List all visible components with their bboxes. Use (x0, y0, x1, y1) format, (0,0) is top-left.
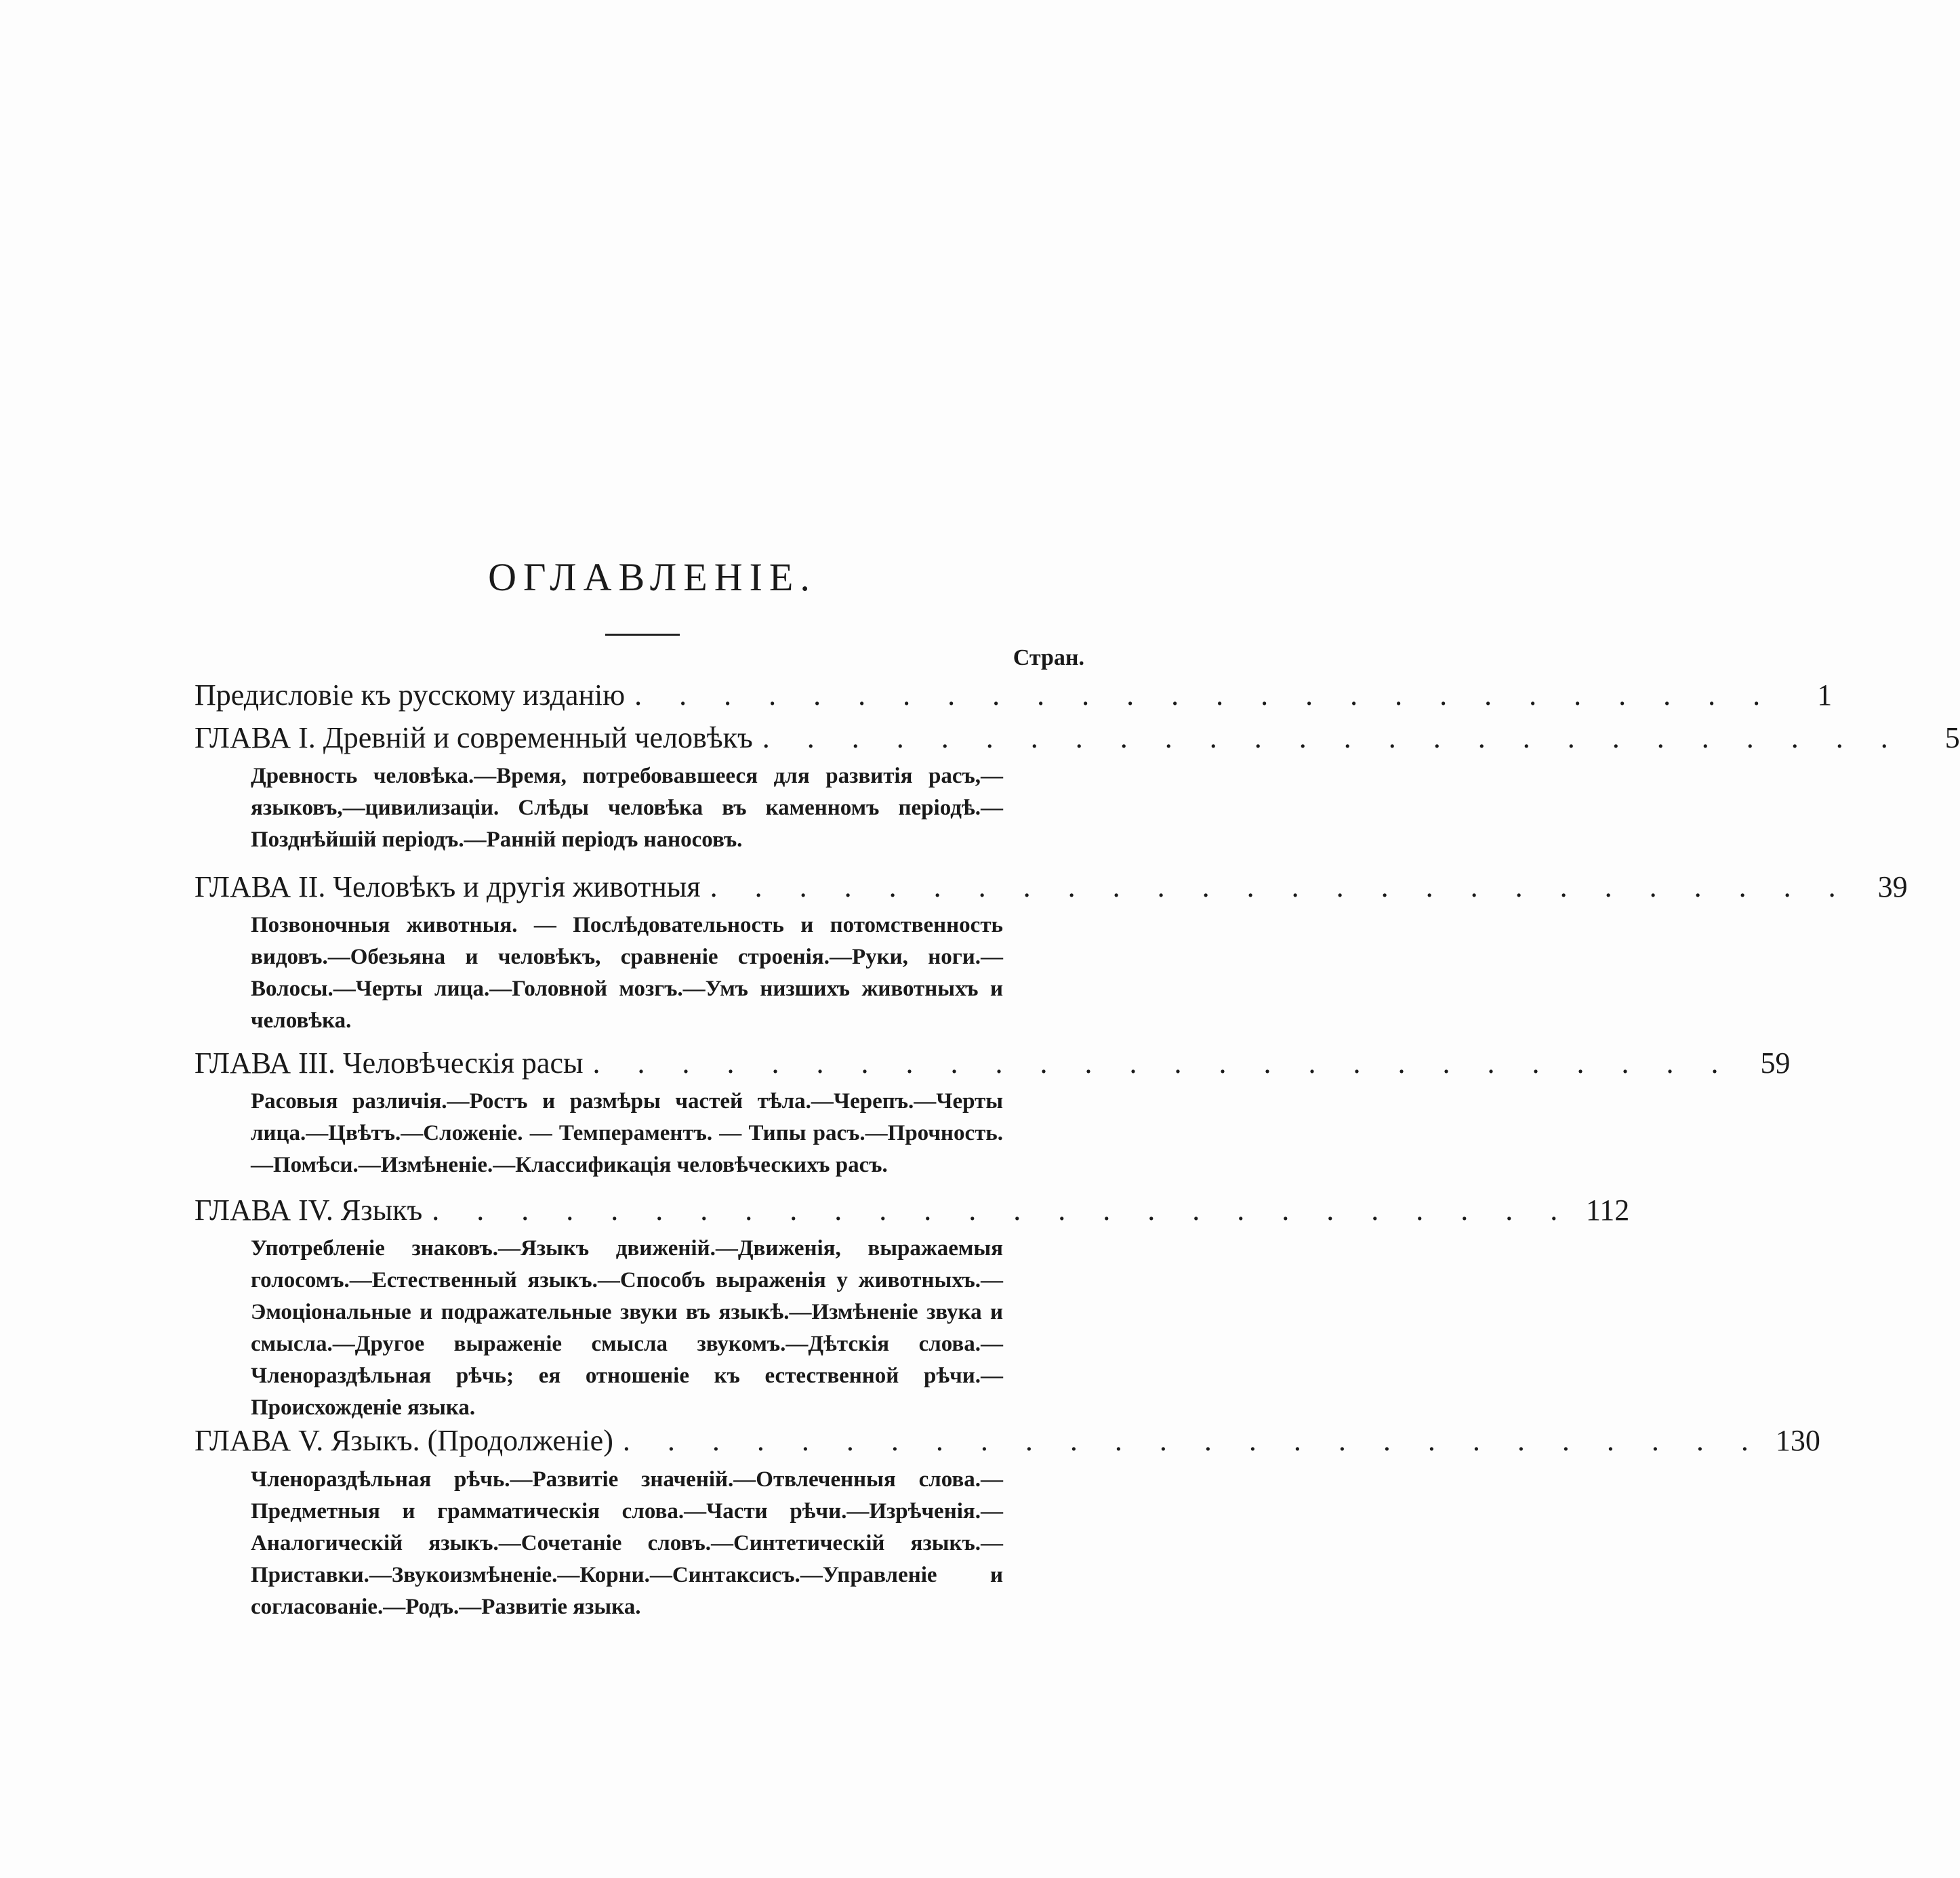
chapter-3-summary: Расовыя различія.—Ростъ и размѣры частей тѣла.—Черепъ.—Черты лица.—Цвѣтъ.—Сложеніе. — Темпераментъ. — Типы расъ.—Прочность.—Помѣси.—Измѣненіе.—Классификація человѣческихъ расъ. (251, 1089, 1003, 1177)
leader-dots: . . . . . . . . . . . . . . . . . . . . . . . . . . (762, 721, 1903, 754)
toc-entry-label: ГЛАВА V. Языкъ. (Продолженіе) (195, 1424, 613, 1457)
toc-entry-chapter-5[interactable] (195, 1423, 1820, 1458)
toc-entry-preface[interactable] (195, 678, 1833, 712)
leader-dots: . . . . . . . . . . . . . . . . . . . . . . . . . . (634, 678, 1776, 712)
leader-dots: . . . . . . . . . . . . . . . . . . . . . . . . . . (710, 870, 1851, 903)
pages-column-heading: Стран. (1013, 645, 1084, 670)
toc-entry-label: ГЛАВА I. Древній и современный человѣкъ (195, 721, 753, 754)
toc-entry-chapter-2[interactable] (195, 870, 1908, 904)
toc-entry-page: 39 (1877, 870, 1908, 903)
chapter-5-summary: Членораздѣльная рѣчь.—Развитіе значеній.—Отвлеченныя слова.—Предметныя и грамматическія слова.—Части рѣчи.—Изрѣченія.—Аналогическій языкъ.—Сочетаніе словъ.—Синтетическій языкъ.—Приставки.—Звукоизмѣненіе.—Корни.—Синтаксисъ.—Управленіе и согласованіе.—Родъ.—Развитіе языка. (251, 1467, 1003, 1619)
leader-dots: . . . . . . . . . . . . . . . . . . . . . . . . . . (622, 1424, 1763, 1457)
toc-entry-label: Предисловіе къ русскому изданію (195, 678, 626, 712)
toc-entry-label: ГЛАВА III. Человѣческія расы (195, 1046, 584, 1080)
chapter-1-summary: Древность человѣка.—Время, потребовавшееся для развитія расъ,—языковъ,—цивилизаціи. Слѣды человѣка въ каменномъ періодѣ.—Позднѣйшій періодъ.—Ранній періодъ наносовъ. (251, 764, 1003, 852)
chapter-4-summary: Употребленіе знаковъ.—Языкъ движеній.—Движенія, выражаемыя голосомъ.—Естественный языкъ.—Способъ выраженія у животныхъ.—Эмоціональные и подражательные звуки въ языкѣ.—Измѣненіе звука и смысла.—Другое выраженіе смысла звукомъ.—Дѣтскія слова.—Членораздѣльная рѣчь; ея отношеніе къ естественной рѣчи.—Происхожденіе языка. (251, 1236, 1003, 1420)
toc-entry-page: 59 (1760, 1046, 1791, 1080)
page-title: ОГЛАВЛЕНІЕ. (488, 555, 817, 599)
leader-dots: . . . . . . . . . . . . . . . . . . . . . . . . . . (432, 1193, 1573, 1227)
toc-entry-page: 1 (1817, 678, 1833, 712)
toc-entry-page: 5 (1944, 721, 1960, 754)
toc-entry-label: ГЛАВА II. Человѣкъ и другія животныя (195, 870, 701, 903)
title-rule (605, 634, 680, 636)
toc-entry-chapter-3[interactable] (195, 1046, 1791, 1080)
toc-entry-page: 130 (1775, 1424, 1820, 1457)
leader-dots: . . . . . . . . . . . . . . . . . . . . . . . . . . (592, 1046, 1734, 1080)
chapter-2-summary: Позвоночныя животныя. — Послѣдовательность и потомственность видовъ.—Обезьяна и человѣкъ, сравненіе строенія.—Руки, ноги.—Волосы.—Черты лица.—Головной мозгъ.—Умъ низшихъ животныхъ и человѣка. (251, 913, 1003, 1033)
toc-entry-chapter-4[interactable] (195, 1193, 1630, 1227)
toc-entry-label: ГЛАВА IV. Языкъ (195, 1193, 423, 1227)
toc-entry-chapter-1[interactable] (195, 720, 1960, 755)
toc-entry-page: 112 (1585, 1193, 1630, 1227)
